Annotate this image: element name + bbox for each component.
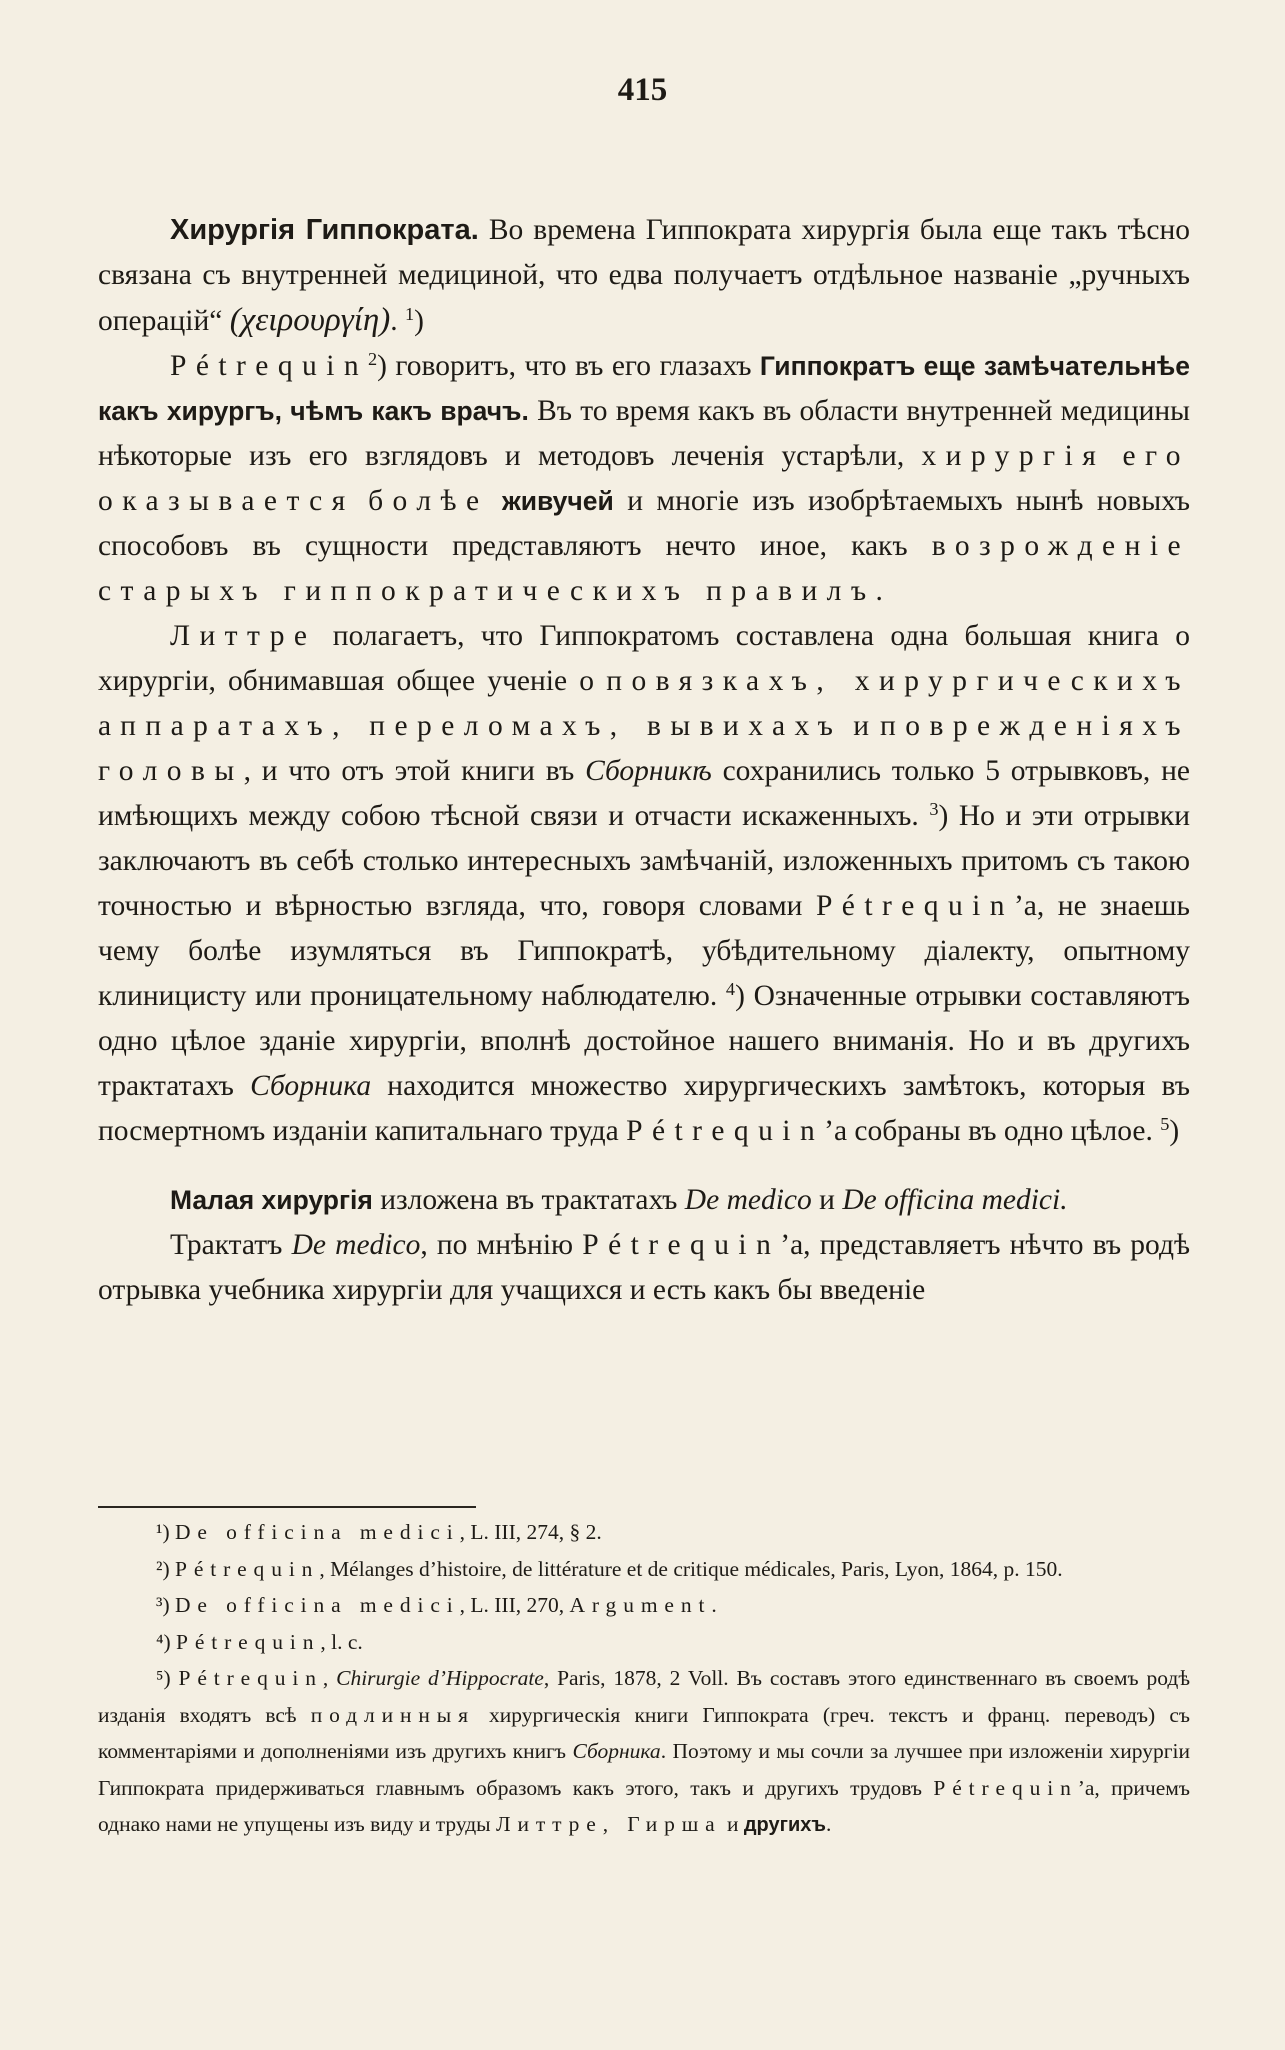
footnote-1: ¹) De officina medici, L. III, 274, § 2. xyxy=(156,1520,602,1544)
author-name: Pétrequin xyxy=(170,350,369,382)
footnote-ref-2: 2 xyxy=(368,348,378,369)
greek-term: (χειρουργίη) xyxy=(229,302,391,338)
footnote-ref-1: 1 xyxy=(405,303,415,324)
paragraph-littre: Литтре полагаетъ, что Гиппократомъ составлена одна большая книга о хирургіи, обнимавшая общее ученіе о повязкахъ, хирургическихъ аппаратахъ, переломахъ, вывихахъ и поврежденіяхъ головы, и что отъ этой книги въ Сборникѣ сохранились только 5 отрывковъ, не имѣющихъ между собою тѣсной связи и отчасти искаженныхъ. $^3$) Но и эти отрывки заключаютъ въ себѣ столько интересныхъ замѣчаній, изложенныхъ притомъ съ такою точностью и вѣрностью взгляда, что, говоря словами Pétrequin’a, не знаешь чему болѣе изумляться въ Гиппократѣ, убѣдительному діалекту, опытному клиницисту или проницательному наблюдателю. $^4$) Означенные отрывки составляютъ одно цѣлое зданіе хирургіи, вполнѣ достойное нашего вниманія. Но и въ другихъ трактатахъ Сборника находится множество хирургическихъ замѣтокъ, которыя въ посмертномъ изданіи капитальнаго труда Pétrequin’a собраны въ одно цѣлое. $^5$) xyxy=(98,620,1190,1147)
footnote-ref-5: 5 xyxy=(1160,1113,1170,1134)
page-number: 415 xyxy=(617,72,668,108)
footnotes xyxy=(98,1514,1190,1844)
section-heading: Хирургія Гиппократа. xyxy=(170,214,479,246)
footnote-ref-3: 3 xyxy=(929,798,939,819)
paragraph-petrequin: Pétrequin$^2$) говоритъ, что въ его глазахъ Гиппократъ еще замѣчательнѣе какъ хирургъ, чѣмъ какъ врачъ. Въ то время какъ въ области внутренней медицины нѣкоторые изъ его взглядовъ и методовъ леченія устарѣли, хирургія его оказывается болѣе живучей и многіе изъ изобрѣтаемыхъ нынѣ новыхъ способовъ въ сущности представляютъ нечто иное, какъ возрожденіе старыхъ гиппократическихъ правилъ. xyxy=(98,348,1191,607)
main-text xyxy=(98,208,1190,1313)
footnote-4: ⁴) Pétrequin, l. c. xyxy=(156,1629,363,1654)
subsection-heading: Малая хирургія xyxy=(170,1185,373,1215)
footnote-5: ⁵) Pétrequin, Chirurgie d’Hippocrate, Paris, 1878, 2 Voll. Въ составъ этого единственнаго въ своемъ родѣ изданія входятъ всѣ подлинныя хирургическія книги Гиппократа (греч. текстъ и франц. переводъ) съ комментаріями и дополненіями изъ другихъ книгъ Сборника. Поэтому и мы сочли за лучшее при изложеніи хирургіи Гиппократа придерживаться главнымъ образомъ какъ этого, такъ и другихъ трудовъ Pétrequin’a, причемъ однако нами не упущены изъ виду и труды Литтре, Гирша и другихъ. xyxy=(98,1666,1191,1836)
footnote-2: ²) Pétrequin, Mélanges d’histoire, de littérature et de critique médicales, Paris, Lyon, 1864, p. 150. xyxy=(156,1556,1063,1581)
paragraph-hippocrates-surgery: Хирургія Гиппократа. Во времена Гиппократа хирургія была еще такъ тѣсно связана съ внутренней медициной, что едва получаетъ отдѣльное названіе „ручныхъ операцій“ (χειρουργίη). $^1$) xyxy=(98,214,1190,338)
bold-emphasis: Гиппократъ еще замѣчательнѣе какъ хирургъ, чѣмъ какъ врачъ. xyxy=(98,351,1191,426)
footnote-ref-4: 4 xyxy=(725,978,736,999)
paragraph-de-medico: Трактатъ De medico, по мнѣнію Pétrequin’a, представляетъ нѣчто въ родѣ отрывка учебника хирургіи для учащихся и есть какъ бы введеніе xyxy=(98,1229,1190,1306)
footnote-divider xyxy=(98,1506,476,1508)
paragraph-minor-surgery: Малая хирургія изложена въ трактатахъ De medico и De officina medici. xyxy=(170,1184,1068,1216)
footnote-3: ³) De officina medici, L. III, 270, Argument. xyxy=(156,1593,717,1617)
